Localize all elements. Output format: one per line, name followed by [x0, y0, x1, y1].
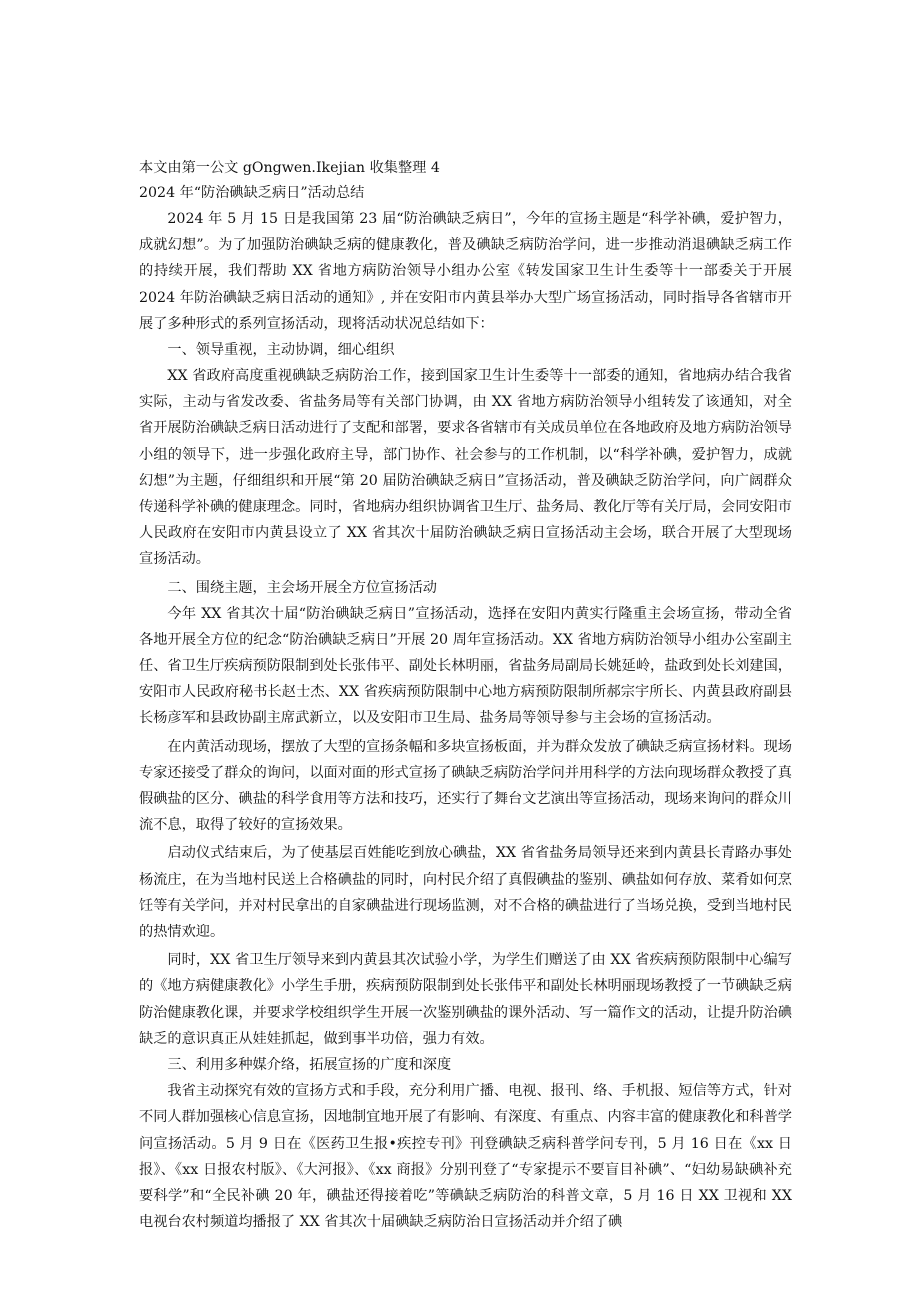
section-3-heading: 三、利用多种媒介络，拓展宣扬的广度和深度: [167, 1057, 452, 1074]
section-1-paragraph: XX 省政府高度重视碘缺乏病防治工作，接到国家卫生计生委等十一部委的通知，省地病办结合我省实际，主动与省发改委、省盐务局等有关部门协调，由 XX 省地方病防治领导小组转发了该通知，对全省开展防治碘缺乏病日活动进行了支配和部署，要求各省辖市有关成员单位在各地政府及地方病防治领导小组的领导下，进一步强化政府主导，部门协作、社会参与的工作机制，以“科学补碘，爱护智力，成就幻想”为主题，仔细组织和开展“第 20 届防治碘缺乏病日”宣扬活动，普及碘缺乏防治学问，向广阔群众传递科学补碘的健康理念。同时，省地病办组织协调省卫生厅、盐务局、教化厅等有关厅局，会同安阳市人民政府在安阳市内黄县设立了 XX 省其次十届防治碘缺乏病日宣扬活动主会场，联合开展了大型现场宣扬活动。: [139, 368, 792, 568]
source-note: 本文由第一公文 gOngwen.Ikejian 收集整理 4: [139, 160, 440, 176]
section-2-paragraph-4: 同时，XX 省卫生厅领导来到内黄县其次试验小学，为学生们赠送了由 XX 省疾病预防限制中心编写的《地方病健康教化》小学生手册，疾病预防限制到处长张伟平和副处长林明丽现场教授了一节碘缺乏病防治健康教化课，并要求学校组织学生开展一次鉴别碘盐的课外活动、写一篇作文的活动，让提升防治碘缺乏的意识真正从娃娃抓起，做到事半功倍，强力有效。: [139, 952, 792, 1047]
document-title: 2024 年“防治碘缺乏病日”活动总结: [139, 185, 365, 201]
section-2-paragraph-2: 在内黄活动现场，摆放了大型的宣扬条幅和多块宣扬板面，并为群众发放了碘缺乏病宣扬材料。现场专家还接受了群众的询问，以面对面的形式宣扬了碘缺乏病防治学问并用科学的方法向现场群众教授了真假碘盐的区分、碘盐的科学食用等方法和技巧，还实行了舞台文艺演出等宣扬活动，现场来询问的群众川流不息，取得了较好的宣扬效果。: [139, 738, 792, 834]
section-2-paragraph-3: 启动仪式结束后，为了使基层百姓能吃到放心碘盐，XX 省省盐务局领导还来到内黄县长青路办事处杨流庄，在为当地村民送上合格碘盐的同时，向村民介绍了真假碘盐的鉴别、碘盐如何存放、菜肴如何烹饪等有关学问，并对村民拿出的自家碘盐进行现场监测，对不合格的碘盐进行了当场兑换，受到当地村民的热情欢迎。: [139, 845, 792, 941]
section-2-heading: 二、围绕主题，主会场开展全方位宣扬活动: [167, 579, 437, 596]
section-1-heading: 一、领导重视，主动协调，细心组织: [167, 342, 395, 359]
section-2-paragraph-1: 今年 XX 省其次十届“防治碘缺乏病日”宣扬活动，选择在安阳内黄实行隆重主会场宣扬，带动全省各地开展全方位的纪念“防治碘缺乏病日”开展 20 周年宣扬活动。XX 省地方病防治领导小组办公室副主任、省卫生厅疾病预防限制到处长张伟平、副处长林明丽，省盐务局副局长姚延岭，盐政到处长刘建国，安阳市人民政府秘书长赵士杰、XX 省疾病预防限制中心地方病预防限制所郝宗宇所长、内黄县政府副县长杨彦军和县政协副主席武新立，以及安阳市卫生局、盐务局等领导参与主会场的宣扬活动。: [139, 605, 792, 727]
section-3-paragraph: 我省主动探究有效的宣扬方式和手段，充分利用广播、电视、报刊、络、手机报、短信等方式，针对不同人群加强核心信息宣扬，因地制宜地开展了有影响、有深度、有重点、内容丰富的健康教化和科普学问宣扬活动。5 月 9 日在《医药卫生报•疾控专刊》刊登碘缺乏病科普学问专刊，5 月 16 日在《xx 日报》、《xx 日报农村版》、《大河报》、《xx 商报》分别刊登了“专家提示不要盲目补碘”、“妇幼易缺碘补充要科学”和“全民补碘 20 年，碘盐还得接着吃”等碘缺乏病防治的科普文章，5 月 16 日 XX 卫视和 XX 电视台农村频道均播报了 XX 省其次十届碘缺乏病防治日宣扬活动并介绍了碘: [139, 1083, 792, 1231]
intro-paragraph: 2024 年 5 月 15 日是我国第 23 届“防治碘缺乏病日”，今年的宣扬主题是“科学补碘，爱护智力，成就幻想”。为了加强防治碘缺乏病的健康教化，普及碘缺乏病防治学问，进一步推动消退碘缺乏病工作的持续开展，我们帮助 XX 省地方病防治领导小组办公室《转发国家卫生计生委等十一部委关于开展 2024 年防治碘缺乏病日活动的通知》, 并在安阳市内黄县举办大型广场宣扬活动，同时指导各省辖市开展了多种形式的系列宣扬活动，现将活动状况总结如下：: [139, 211, 792, 332]
document-page: [139, 156, 792, 1235]
